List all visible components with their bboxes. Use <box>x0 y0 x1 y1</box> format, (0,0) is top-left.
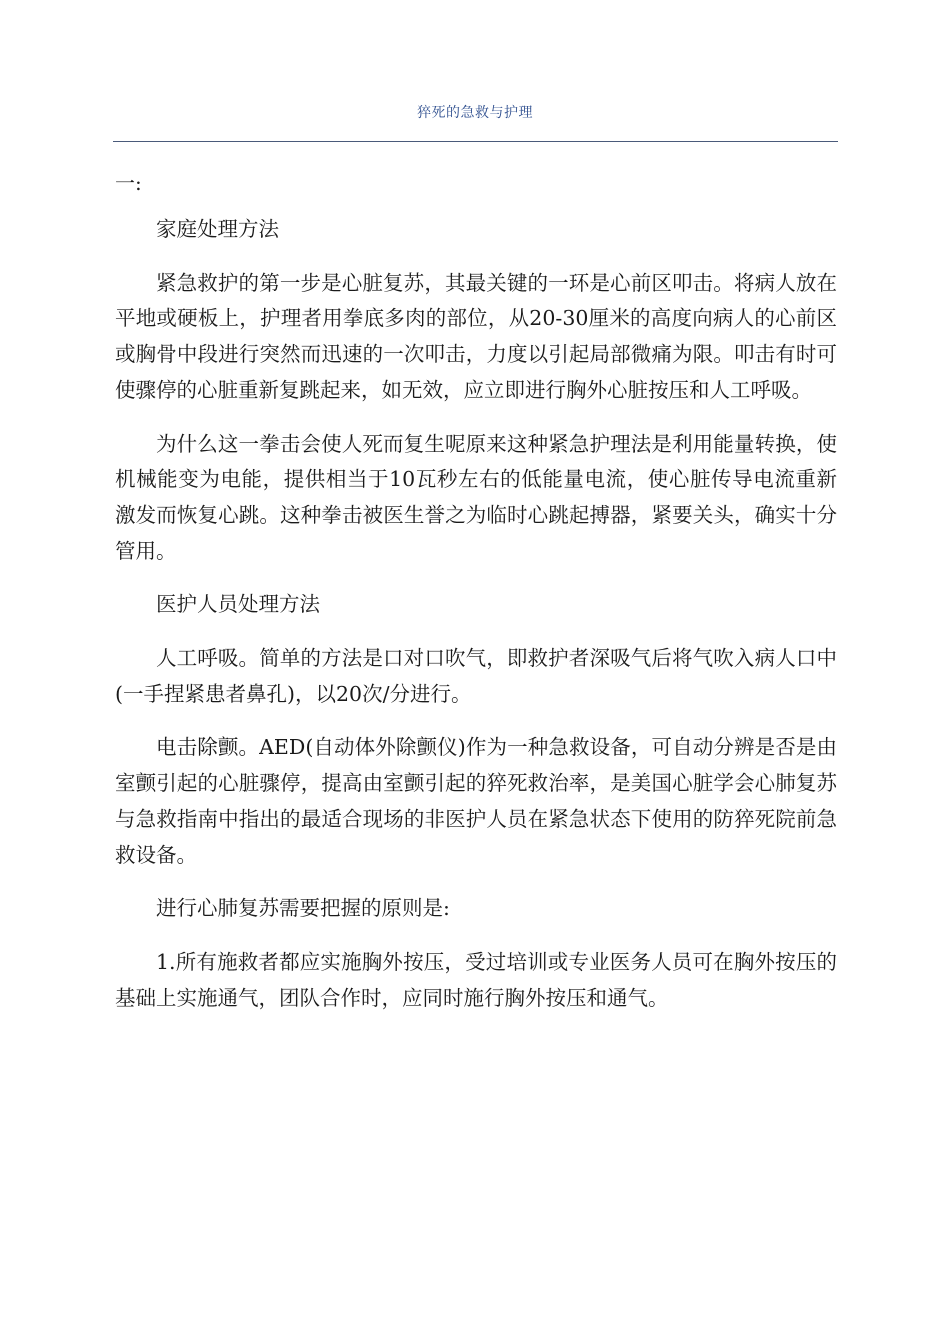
section-number: 一: <box>115 171 142 195</box>
header-divider <box>113 141 838 142</box>
paragraph-precordial-thump: 紧急救护的第一步是心脏复苏，其最关键的一环是心前区叩击。将病人放在平地或硬板上，护理者用拳底多肉的部位，从20-30厘米的高度向病人的心前区或胸骨中段进行突然而迅速的一次叩击，力度以引起局部微痛为限。叩击有时可使骤停的心脏重新复跳起来，如无效，应立即进行胸外心脏按压和人工呼吸。 <box>115 270 837 402</box>
paragraph-defibrillation: 电击除颤。AED(自动体外除颤仪)作为一种急救设备，可自动分辨是否是由室颤引起的心脏骤停，提高由室颤引起的猝死救治率，是美国心脏学会心肺复苏与急救指南中指出的最适合现场的非医护人员在紧急状态下使用的防猝死院前急救设备。 <box>115 735 837 867</box>
cpr-principles-heading: 进行心肺复苏需要把握的原则是: <box>156 896 450 921</box>
medical-staff-heading: 医护人员处理方法 <box>156 592 320 617</box>
paragraph-artificial-respiration: 人工呼吸。简单的方法是口对口吹气，即救护者深吸气后将气吹入病人口中(一手捏紧患者鼻孔)，以20次/分进行。 <box>115 646 837 706</box>
paragraph-principle-1: 1.所有施救者都应实施胸外按压，受过培训或专业医务人员可在胸外按压的基础上实施通气，团队合作时，应同时施行胸外按压和通气。 <box>115 949 837 1010</box>
document-body <box>115 168 837 1034</box>
paragraph-energy-conversion: 为什么这一拳击会使人死而复生呢原来这种紧急护理法是利用能量转换，使机械能变为电能，提供相当于10瓦秒左右的低能量电流，使心脏传导电流重新激发而恢复心跳。这种拳击被医生誉之为临时心跳起搏器，紧要关头，确实十分管用。 <box>115 431 837 563</box>
home-treatment-heading: 家庭处理方法 <box>156 217 279 241</box>
page-header-title: 猝死的急救与护理 <box>417 105 533 121</box>
